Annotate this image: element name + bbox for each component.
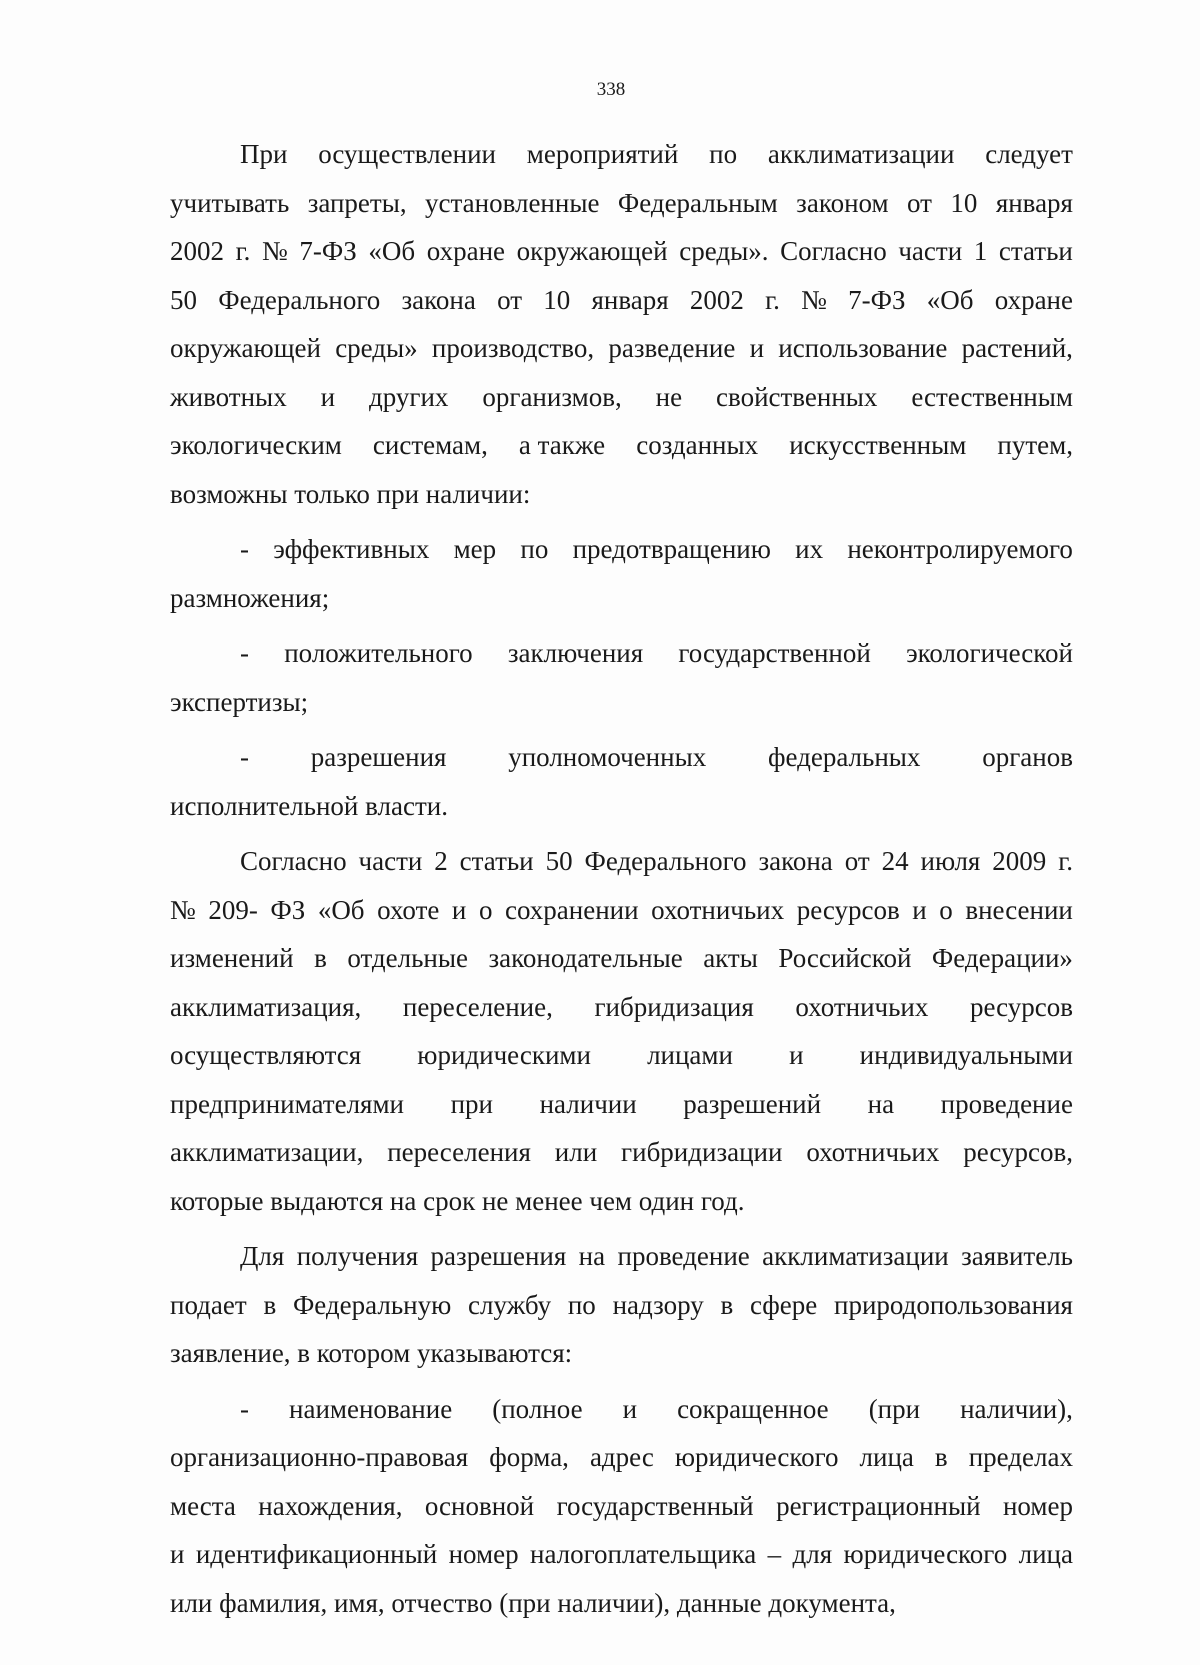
paragraph bbox=[170, 130, 1073, 518]
text-line: исполнительной власти. bbox=[170, 790, 448, 821]
text-line: подает в Федеральную службу по надзору в сфере природопользования bbox=[170, 1289, 1073, 1320]
paragraph-gap bbox=[170, 1378, 1073, 1385]
paragraph-gap bbox=[170, 726, 1073, 733]
text-line: - эффективных мер по предотвращению их неконтролируемого bbox=[240, 534, 1073, 564]
text-line: изменений в отдельные законодательные акты Российской Федерации» bbox=[170, 943, 1073, 973]
text-line: животных и других организмов, не свойственных естественным bbox=[170, 381, 1073, 412]
text-line: - положительного заключения государственной экологической bbox=[240, 638, 1073, 668]
paragraph bbox=[170, 837, 1073, 1225]
text-line: места нахождения, основной государственный регистрационный номер bbox=[170, 1490, 1073, 1521]
document-body bbox=[170, 130, 1073, 1627]
text-line: - разрешения уполномоченных федеральных органов bbox=[240, 742, 1073, 772]
text-line: - наименование (полное и сокращенное (при наличии), bbox=[240, 1393, 1073, 1424]
text-line: № 209- ФЗ «Об охоте и о сохранении охотничьих ресурсов и о внесении bbox=[170, 894, 1073, 925]
text-line: акклиматизации, переселения или гибридизации охотничьих ресурсов, bbox=[170, 1137, 1073, 1167]
text-line: акклиматизация, переселение, гибридизация охотничьих ресурсов bbox=[170, 991, 1073, 1022]
text-line: осуществляются юридическими лицами и индивидуальными bbox=[170, 1040, 1073, 1070]
paragraph bbox=[170, 629, 1073, 726]
paragraph bbox=[170, 733, 1073, 830]
text-line: размножения; bbox=[170, 582, 330, 613]
text-line: или фамилия, имя, отчество (при наличии), данные документа, bbox=[170, 1587, 896, 1618]
text-line: Согласно части 2 статьи 50 Федерального закона от 24 июля 2009 г. bbox=[240, 846, 1073, 876]
text-line: возможны только при наличии: bbox=[170, 478, 531, 509]
text-line: экологическим системам, а также созданных искусственным путем, bbox=[170, 430, 1073, 460]
paragraph-gap bbox=[170, 1225, 1073, 1232]
text-line: Для получения разрешения на проведение акклиматизации заявитель bbox=[240, 1241, 1073, 1271]
text-line: При осуществлении мероприятий по акклиматизации следует bbox=[240, 139, 1073, 169]
text-line: учитывать запреты, установленные Федеральным законом от 10 января bbox=[170, 187, 1073, 218]
text-line: 50 Федерального закона от 10 января 2002 г. № 7-ФЗ «Об охране bbox=[170, 284, 1073, 315]
paragraph-gap bbox=[170, 830, 1073, 837]
text-line: 2002 г. № 7-ФЗ «Об охране окружающей среды». Согласно части 1 статьи bbox=[170, 236, 1073, 266]
paragraph bbox=[170, 1385, 1073, 1628]
text-line: и идентификационный номер налогоплательщика – для юридического лица bbox=[170, 1539, 1073, 1569]
text-line: организационно-правовая форма, адрес юридического лица в пределах bbox=[170, 1442, 1073, 1472]
text-line: экспертизы; bbox=[170, 686, 309, 717]
paragraph-gap bbox=[170, 518, 1073, 525]
page-number: 338 bbox=[596, 79, 626, 100]
paragraph bbox=[170, 525, 1073, 622]
text-line: которые выдаются на срок не менее чем один год. bbox=[170, 1185, 745, 1216]
text-line: заявление, в котором указываются: bbox=[170, 1338, 573, 1368]
paragraph-gap bbox=[170, 622, 1073, 629]
text-line: окружающей среды» производство, разведение и использование растений, bbox=[170, 333, 1073, 363]
text-line: предпринимателями при наличии разрешений на проведение bbox=[170, 1088, 1073, 1119]
paragraph bbox=[170, 1232, 1073, 1378]
